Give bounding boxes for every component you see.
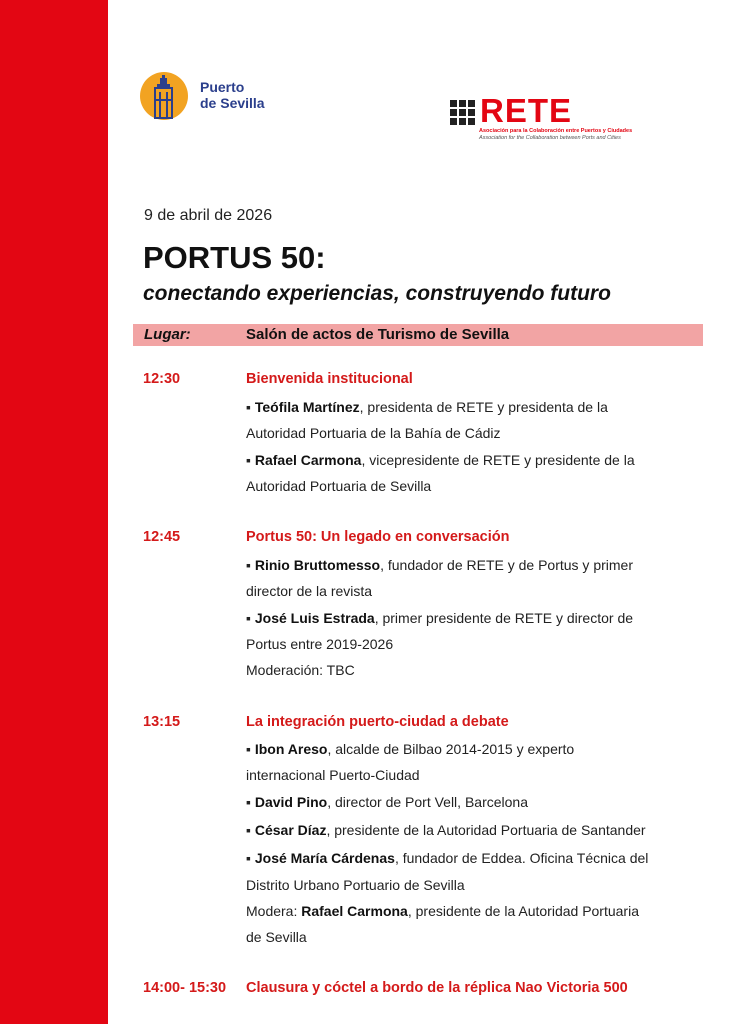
venue-bar xyxy=(133,324,703,346)
puerto-sevilla-logo xyxy=(138,70,278,120)
venue-label: Lugar: xyxy=(144,326,191,343)
speaker-line: ▪ José María Cárdenas, fundador de Eddea. Oficina Técnica del xyxy=(246,850,649,866)
session-heading: Bienvenida institucional xyxy=(246,371,413,387)
event-title: PORTUS 50: xyxy=(143,240,326,275)
session-time: 13:15 xyxy=(143,714,181,730)
speaker-line: Distrito Urbano Portuario de Sevilla xyxy=(246,877,465,893)
speaker-line: ▪ Teófila Martínez, presidenta de RETE y presidenta de la xyxy=(246,399,608,415)
sevilla-logo-line1: Puerto xyxy=(200,79,245,95)
event-date: 9 de abril de 2026 xyxy=(144,207,273,224)
sevilla-logo-line2: de Sevilla xyxy=(200,95,265,111)
session-time: 12:30 xyxy=(143,371,181,387)
rete-logo xyxy=(450,92,635,150)
speaker-line: internacional Puerto-Ciudad xyxy=(246,767,420,783)
speaker-line: ▪ Rinio Bruttomesso, fundador de RETE y de Portus y primer xyxy=(246,557,633,573)
speaker-line: Autoridad Portuaria de la Bahía de Cádiz xyxy=(246,425,501,441)
session-heading: Portus 50: Un legado en conversación xyxy=(246,529,510,545)
session-heading: Clausura y cóctel a bordo de la réplica Nao Victoria 500 xyxy=(246,980,628,996)
venue-value: Salón de actos de Turismo de Sevilla xyxy=(246,326,510,343)
rete-tagline-en: Association for the Collaboration between Ports and Cities xyxy=(479,135,621,141)
moderation-line: Modera: Rafael Carmona, presidente de la Autoridad Portuaria xyxy=(246,903,639,919)
speaker-line: ▪ David Pino, director de Port Vell, Barcelona xyxy=(246,794,528,810)
speaker-line: ▪ Rafael Carmona, vicepresidente de RETE y presidente de la xyxy=(246,452,635,468)
rete-grid-icon xyxy=(450,100,476,126)
rete-wordmark: RETE xyxy=(480,92,573,129)
session-heading: La integración puerto-ciudad a debate xyxy=(246,714,509,730)
session-time: 12:45 xyxy=(143,529,181,545)
speaker-line: Autoridad Portuaria de Sevilla xyxy=(246,478,432,494)
event-subtitle: conectando experiencias, construyendo futuro xyxy=(143,282,611,305)
session-time: 14:00- 15:30 xyxy=(143,980,227,996)
speaker-line: ▪ José Luis Estrada, primer presidente de RETE y director de xyxy=(246,610,634,626)
moderation-line: Moderación: TBC xyxy=(246,662,355,678)
side-red-bar xyxy=(0,0,108,1024)
speaker-line: ▪ Ibon Areso, alcalde de Bilbao 2014-2015 y experto xyxy=(246,741,575,757)
speaker-line: director de la revista xyxy=(246,583,373,599)
speaker-line: Portus entre 2019-2026 xyxy=(246,636,394,652)
giralda-icon xyxy=(138,70,190,122)
speaker-line: ▪ César Díaz, presidente de la Autoridad Portuaria de Santander xyxy=(246,822,646,838)
rete-tagline-es: Asociación para la Colaboración entre Puertos y Ciudades xyxy=(479,128,633,134)
moderation-line: de Sevilla xyxy=(246,929,307,945)
